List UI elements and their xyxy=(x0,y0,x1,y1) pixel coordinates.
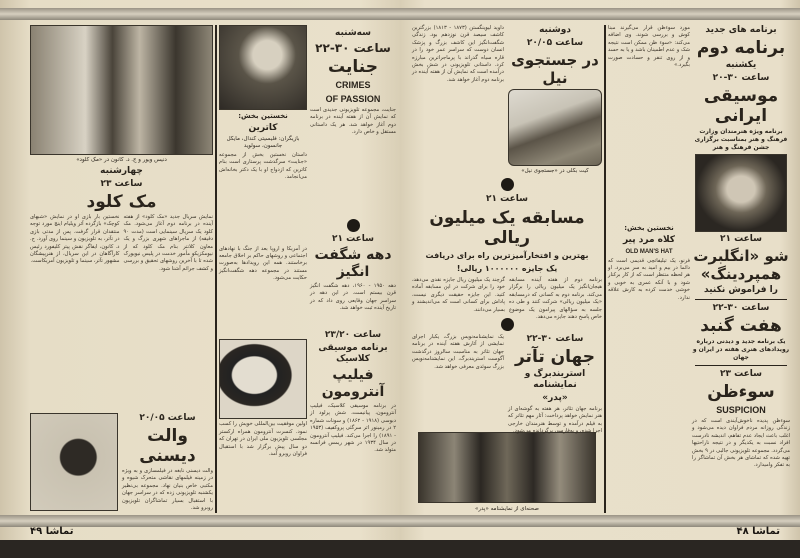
quiz-body-b: گرچند یک میلیون ریال جایزه نقدی می‌دهد، خود را برای شرکت در این مسابقه آماده کنید. این جایزه حقیقت دیگری نیست، پاداش برای کسانی است که می‌اندیشند و بسیار می‌دانند. xyxy=(412,277,505,313)
theater-subtitle: استریندبرگ و نمایشنامه xyxy=(524,369,586,390)
new-programs-kicker: برنامه های جدید xyxy=(705,25,777,35)
crimes-day: سه‌شنبه xyxy=(335,28,371,38)
disney-time: ساعت ۲۰/۰۵ xyxy=(139,413,196,423)
old-man-hat-title: کلاه مرد پیر xyxy=(622,234,676,245)
old-man-hat-label: نخستین بخش: xyxy=(624,223,674,232)
quiz-time: ساعت ۲۱ xyxy=(485,194,529,204)
left-page xyxy=(0,0,400,540)
page-number-49: تماشا ۴۹ xyxy=(30,526,74,537)
engelbert-title: شو «انگلبرت همپردینگ» xyxy=(693,247,789,283)
entremont-body-a: در برنامه موسیقی کلاسیک، فیلیپ آنترومون، پیانیست، شش پرلود از دبوسی (۱۹۱۸ - ۱۸۶۲) و سونات شماره ۲ در رمینور اثر سرگئی پروکفیف (۱۹۵۳ - ۱۸۹۱) را اجرا می‌کند. فیلیپ آنترومون در سال ۱۹۳۴ در شهر ریمس فرانسه متولد شد. xyxy=(310,403,397,454)
section-rule xyxy=(695,365,787,366)
column-divider xyxy=(604,25,606,513)
bullet-dot xyxy=(501,318,514,331)
mcloud-photo xyxy=(30,25,213,155)
disney-row xyxy=(30,413,213,513)
disney-title: والت دیسنی xyxy=(139,426,196,466)
entremont-time: ساعت ۲۳/۲۰ xyxy=(324,330,382,340)
crimes-title-en-2: OF PASSION xyxy=(325,94,381,104)
new-programs-day: یکشنبه xyxy=(725,60,757,70)
main-area xyxy=(412,25,602,513)
theater-scene-photo xyxy=(418,432,596,503)
entremont-portrait xyxy=(219,339,307,419)
suspicion-title-en: SUSPICION xyxy=(716,405,766,415)
mcloud-caption: دنیس ویور و ج. د. کانون در «مک کلود» xyxy=(76,157,167,163)
programs-column xyxy=(692,25,790,513)
crimes-body-a: جنایت، مجموعه تلویزیونی جدیدی است که نمایش آن از هفته آینده در برنامه دوم آغاز خواهد شد. هر یک داستانی مستقل و خاص دارد. xyxy=(310,107,396,136)
nile-caption: کیت بکلی در «جستجوی نیل» xyxy=(521,168,589,174)
theater-caption: صحنه‌ای از نمایشنامه «پدر» xyxy=(475,506,539,512)
quiz-subtitle-1: بهترین و افتخارآمیزترین راه برای دریافت xyxy=(425,251,589,260)
right-page xyxy=(400,0,800,540)
theater-time: ساعت ۳۰-۲۲ xyxy=(526,334,584,344)
suspicion-time: ساعت ۲۳ xyxy=(719,369,763,379)
mcloud-time: ساعت ۲۳ xyxy=(100,179,143,189)
crimes-title: جنایت xyxy=(328,57,378,77)
music-title: موسیقی ایرانی xyxy=(703,86,779,126)
crimes-body-b: داستان نخستین بخش از مجموعه «جنایت» سرگذشت پرستاری است بنام کاترین که ازدواج او با یک دکتر بخانه‌اش می‌انجامد. xyxy=(219,152,307,181)
entremont-title: فیلیپ آنترومون xyxy=(321,367,385,400)
nile-photo xyxy=(508,89,602,166)
mcloud-title: مک کلود xyxy=(86,192,157,212)
top-band xyxy=(400,8,800,20)
music-time: ساعت ۳۰-۲۰ xyxy=(712,73,770,83)
crimes-photo xyxy=(219,25,307,110)
entremont-kicker: برنامه موسیقی کلاسیک xyxy=(318,343,388,364)
engelbert-time: ساعت ۲۱ xyxy=(719,234,763,244)
crimes-right-column xyxy=(310,28,396,513)
mcloud-body-b: نخستین بار بازی او در نمایش «شبهای کوچک» بازگرده آثر ویلیام اینچ مورد توجه منتقدان قرار گرفت. پس از مدتی بازی در تآتر، به تلویزیون و سینما روی آورد. ج. د. کانون، ایفاگر نقش پیتر کلیفورد رئیس کارآگاهان در این سریال، از هنرپیشگان مشهور تآتر، سینما و تلویزیون آمریکاست. xyxy=(30,214,120,265)
crimes-time: ساعت ۳۰-۲۲ xyxy=(315,41,391,55)
page-number-48: تماشا ۴۸ xyxy=(736,526,780,537)
nile-body: داوید لیوینگستن (۱۸۷۳ - ۱۸۱۳) بزرگترین کاشف سیصد قرن نوزدهم بود. زندگی شگفت‌انگیز این کاشف بزرگ و پزشک انسان دوست که سراسر عمر خود را در قاره سیاه گذراند با پرماجراترین مبارزه کرد. داستانی تلویزیونی در شش بخش درآمده است که نمایش آن از هفته آینده در برنامه دوم آغاز خواهد شد. xyxy=(412,25,504,83)
crimes-cast: بازیگران: فلیسیتی کندال، مایکل جانسون، سولوید xyxy=(226,136,300,149)
theater-body-a: برنامه جهان تئاتر، هر هفته به گوشه‌ای از هنر نمایش خواهد پرداخت: آثار مهم تئاتر که به فیلم درآمده و توسط هنرمندان خارجی اجرا شده، و به‌فارسی برگردانده می‌شود. xyxy=(508,406,602,435)
decade-title: دهه شگفت انگیز xyxy=(314,247,392,280)
engelbert-note: را فراموش نکنید xyxy=(704,285,778,295)
nile-time: ساعت ۲۰/۰۵ xyxy=(526,38,584,48)
crimes-episode-label: نخستین بخش: xyxy=(238,112,288,120)
music-subtitle: برنامه ویژه هنرمندان وزارت فرهنگ و هنر بمناسبت برگزاری جشن فرهنگ و هنر xyxy=(694,128,788,151)
decade-time: ساعت ۲۱ xyxy=(331,234,375,244)
mcloud-day: چهارشنبه xyxy=(100,166,143,176)
suspicion-continued-body: مورد سوءظن قرار می‌گیرند مبنا کوش و بررسی شوند. وی اضافه می‌کند: «سوء ظن ممکن است نتیجه شک و عدم اطمینان باشد و یا به حسد و از روی تنفر و حسادت صورت بگیرد.» xyxy=(608,25,690,69)
theater-body-b: یک نمایشنامه‌نویس بزرگ، یکبار اجرای نمایشی از آثارش هفته آینده در برنامه جهان تئاتر به مناسبت سالروز درگذشت آگوست استریندبرگ، این نمایشنامه‌نویس بزرگ سوئدی معرفی خواهد شد. xyxy=(412,334,504,370)
quiz-subtitle-2: یک جایزه ۱۰۰۰۰۰۰ ریالی! xyxy=(456,264,558,273)
decade-body-a: دهه ۱۹۵۰ - ۱۹۶۰، دهه شگفت انگیز قرن بیستم است. در این دهه در سراسر جهان وقایعی روی داد که در تاریخ آینده ثبت خواهد شد. xyxy=(310,283,396,312)
column-divider xyxy=(215,25,217,513)
suspicion-continued-column xyxy=(608,25,690,513)
nile-day: دوشنبه xyxy=(539,25,571,35)
haft-gonbad-desc: یک برنامه جدید و دیدنی درباره رویدادهای هنری هفته در ایران و جهان xyxy=(692,338,790,361)
new-programs-title: برنامه دوم xyxy=(696,38,786,58)
suspicion-title: سوءظن xyxy=(707,382,775,402)
decade-body-b: در آمریکا و اروپا بعد از جنگ با نهادهای اجتماعی و روشهای حاکم بر اخلاق جامعه برخاستند. همه این رویدادها به‌صورت مستند در مجموعه دهه شگفت‌انگیز حکایت می‌شود. xyxy=(219,245,307,282)
entremont-body-b: اولین موفقیت بین‌المللی خویش را کسب نمود. کنسرت آنترومون همراه ارکستر مجلسی تلویزیون ملی ایران در تهران که دو سال پیش برگزار شد با استقبال فراوان روبرو آمد. xyxy=(219,421,307,457)
old-man-hat-title-en: OLD MAN'S HAT xyxy=(625,248,673,255)
suspicion-body: سوءظن پدیده ناخوش‌آیندی است که در زندگی روزانه مردم فراوان دیده می‌شود و اغلب باعث ایجاد عدم تفاهم، اندیشه نادرست افراد نسبت به یکدیگر و در نتیجه ناراحتیها می‌گردد. مجموعه تلویزیونی جالبی در ۹ بخش تهیه شده که تماشای هر بخش آن تماشاگر را به تفکر وامیدارد. xyxy=(692,418,790,469)
old-man-hat-body: فرنو، یک تیلیفاتچی قدیمی است که دائما در بیم و امید به سر می‌برد. او هر لحظه منتظر است که از کار برکنار شود و با آنکه عمری به خوبی و خوشی خدمت کرده به کارش علاقه ندارد. xyxy=(608,257,690,301)
theater-row xyxy=(412,334,602,435)
section-rule xyxy=(695,299,787,300)
disney-cartoon-image xyxy=(30,413,118,511)
quiz-title: مسابقه یک میلیون ریالی xyxy=(429,208,585,248)
nile-stack xyxy=(508,25,602,175)
mcloud-body-row xyxy=(30,214,213,411)
nile-row xyxy=(412,25,602,175)
theater-play: «پدر» xyxy=(542,393,568,403)
quiz-body-row xyxy=(412,277,602,321)
crimes-episode-title: کاترین xyxy=(248,123,278,133)
top-band xyxy=(0,8,400,20)
haft-gonbad-time: ساعت ۳۰-۲۲ xyxy=(712,303,770,313)
disney-body: والت دیسنی نابغه در فیلمسازی و به ویژه در زمینه فیلمهای نقاشی متحرک شیوه و مکتبی خاص بنیان نهاد. مجموعه بی‌نظیر یکشنبه تلویزیونی زده که در سراسر جهان با استقبال بسیار تماشاگران تلویزیون روبرو شد. xyxy=(122,468,213,512)
crimes-left-column xyxy=(219,25,307,513)
bullet-dot xyxy=(347,219,360,232)
haft-gonbad-title: هفت گنبد xyxy=(700,316,782,336)
quiz-body-a: برنامه دوم از هفته آینده مسابقه هیجان‌انگیز یک میلیون ریالی را برگزار می‌کند. برنامه دوم به کسانی که درمسابقه «یک میلیون ریالی» شرکت کنند و طی ده جلسه به سؤالهای پیرامون یک موضوع خاص پاسخ دهند جایزه می‌دهد. xyxy=(509,277,602,321)
mcloud-body-a: نمایش سریال جدید «مک کلود» از هفته آینده در برنامه دوم آغاز می‌شود. مک کلود یک سریال سینمایی است (مدت ۹۰ دقیقه) از ماجراهای شهری بزرگ و یک معاون کلانتر بنام مک کلود که از نیومکزیکو مأمور خدمت در پلیس نیویورک شده تا با آخرین روشهای تحقیق و بررسی و کشف جرائم آشنا شود. xyxy=(123,214,213,272)
theater-title: جهان تآتر xyxy=(514,347,595,367)
disney-text xyxy=(122,413,213,513)
engelbert-portrait xyxy=(695,154,787,232)
bullet-dot xyxy=(501,178,514,191)
mcloud-column xyxy=(30,25,213,513)
nile-title: در جستجوی نیل xyxy=(511,51,599,87)
crimes-title-en-1: CRIMES xyxy=(335,80,371,90)
theater-stack xyxy=(508,334,602,435)
